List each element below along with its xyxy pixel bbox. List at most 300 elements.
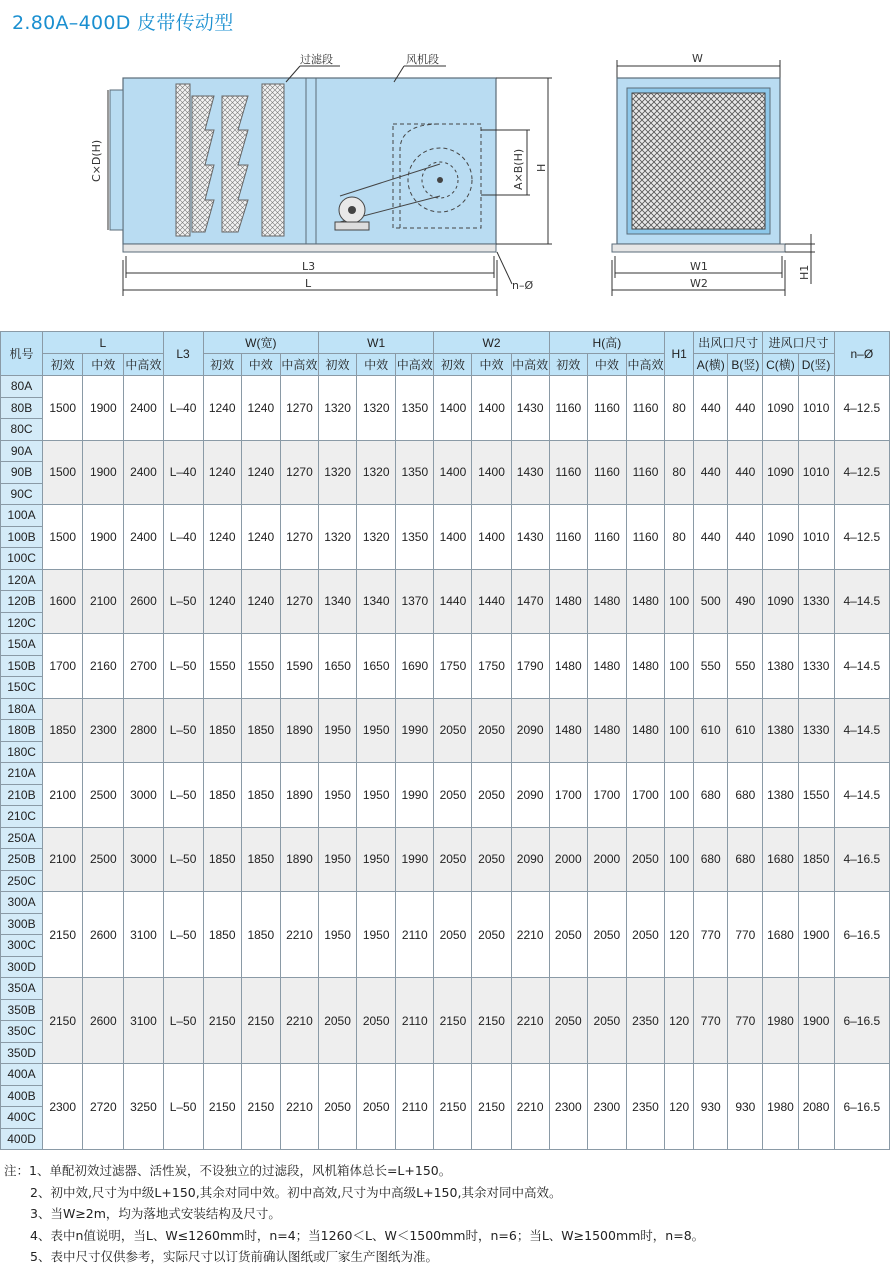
label-w: W bbox=[692, 52, 703, 65]
value-cell: 80 bbox=[665, 505, 694, 570]
value-cell: 1480 bbox=[549, 698, 587, 763]
value-cell: 1850 bbox=[798, 827, 834, 892]
value-cell: 120 bbox=[665, 1064, 694, 1150]
value-cell: 2050 bbox=[472, 698, 511, 763]
value-cell: L–50 bbox=[163, 827, 203, 892]
value-cell: 2600 bbox=[83, 978, 124, 1064]
value-cell: 120 bbox=[665, 978, 694, 1064]
value-cell: 550 bbox=[728, 634, 763, 699]
value-cell: 1340 bbox=[357, 569, 396, 634]
value-cell: L–50 bbox=[163, 569, 203, 634]
value-cell: 1160 bbox=[587, 505, 626, 570]
model-cell: 120B bbox=[1, 591, 43, 613]
value-cell: 1850 bbox=[203, 892, 241, 978]
front-view bbox=[612, 52, 815, 296]
th-l: L bbox=[43, 332, 163, 354]
value-cell: 1320 bbox=[319, 440, 357, 505]
value-cell: 1320 bbox=[319, 376, 357, 441]
note-line: 5、表中尺寸仅供参考，实际尺寸以订货前确认图纸或厂家生产图纸为准。 bbox=[30, 1249, 438, 1264]
value-cell: 2210 bbox=[511, 978, 549, 1064]
value-cell: 1550 bbox=[241, 634, 280, 699]
note-line: 2、初中效,尺寸为中级L+150,其余对同中效。初中高效,尺寸为中高级L+150,其余对同中高效。 bbox=[30, 1184, 562, 1200]
value-cell: 2110 bbox=[396, 978, 434, 1064]
model-cell: 90A bbox=[1, 440, 43, 462]
value-cell: 1330 bbox=[798, 698, 834, 763]
value-cell: 1650 bbox=[319, 634, 357, 699]
value-cell: 2150 bbox=[203, 978, 241, 1064]
table-row bbox=[1, 440, 890, 462]
table-row bbox=[1, 376, 890, 398]
value-cell: 1480 bbox=[587, 698, 626, 763]
th-c: C(横) bbox=[763, 354, 798, 376]
value-cell: 4–14.5 bbox=[834, 569, 889, 634]
model-cell: 400B bbox=[1, 1085, 43, 1107]
value-cell: 680 bbox=[694, 763, 728, 828]
value-cell: 1320 bbox=[319, 505, 357, 570]
value-cell: 6–16.5 bbox=[834, 978, 889, 1064]
model-cell: 120A bbox=[1, 569, 43, 591]
spec-table-body bbox=[1, 376, 890, 1150]
value-cell: 80 bbox=[665, 440, 694, 505]
value-cell: 490 bbox=[728, 569, 763, 634]
model-cell: 90B bbox=[1, 462, 43, 484]
value-cell: 1160 bbox=[587, 440, 626, 505]
value-cell: 1440 bbox=[472, 569, 511, 634]
value-cell: 2350 bbox=[626, 1064, 664, 1150]
value-cell: 440 bbox=[728, 505, 763, 570]
value-cell: 2350 bbox=[626, 978, 664, 1064]
value-cell: 2050 bbox=[434, 827, 472, 892]
value-cell: 1850 bbox=[241, 892, 280, 978]
value-cell: 1480 bbox=[587, 569, 626, 634]
label-axb: A×B(H) bbox=[512, 148, 525, 190]
value-cell: 440 bbox=[728, 376, 763, 441]
model-cell: 250A bbox=[1, 827, 43, 849]
value-cell: 2050 bbox=[319, 1064, 357, 1150]
th-w1-medhigh: 中高效 bbox=[396, 354, 434, 376]
table-row bbox=[1, 892, 890, 914]
value-cell: 2100 bbox=[43, 827, 83, 892]
model-cell: 350A bbox=[1, 978, 43, 1000]
th-d: D(竖) bbox=[798, 354, 834, 376]
value-cell: 1350 bbox=[396, 376, 434, 441]
value-cell: 1600 bbox=[43, 569, 83, 634]
value-cell: 1700 bbox=[549, 763, 587, 828]
model-cell: 250C bbox=[1, 870, 43, 892]
th-inlet: 进风口尺寸 bbox=[763, 332, 834, 354]
value-cell: 680 bbox=[728, 763, 763, 828]
value-cell: 550 bbox=[694, 634, 728, 699]
value-cell: 2000 bbox=[587, 827, 626, 892]
value-cell: 2050 bbox=[434, 698, 472, 763]
value-cell: 1160 bbox=[626, 440, 664, 505]
value-cell: 1160 bbox=[587, 376, 626, 441]
table-row bbox=[1, 978, 890, 1000]
value-cell: 1240 bbox=[241, 505, 280, 570]
value-cell: 1320 bbox=[357, 440, 396, 505]
value-cell: 1480 bbox=[587, 634, 626, 699]
value-cell: 1090 bbox=[763, 505, 798, 570]
value-cell: 6–16.5 bbox=[834, 892, 889, 978]
value-cell: 2210 bbox=[280, 978, 318, 1064]
value-cell: 1370 bbox=[396, 569, 434, 634]
value-cell: 2090 bbox=[511, 827, 549, 892]
model-cell: 400C bbox=[1, 1107, 43, 1129]
th-l-medhigh: 中高效 bbox=[124, 354, 163, 376]
th-h1: H1 bbox=[665, 332, 694, 376]
value-cell: 2300 bbox=[43, 1064, 83, 1150]
th-h-primary: 初效 bbox=[549, 354, 587, 376]
value-cell: 2150 bbox=[203, 1064, 241, 1150]
value-cell: 2050 bbox=[587, 978, 626, 1064]
value-cell: 2000 bbox=[549, 827, 587, 892]
value-cell: 4–14.5 bbox=[834, 634, 889, 699]
value-cell: 2600 bbox=[83, 892, 124, 978]
model-cell: 400A bbox=[1, 1064, 43, 1086]
value-cell: 1700 bbox=[626, 763, 664, 828]
value-cell: 1430 bbox=[511, 505, 549, 570]
label-l: L bbox=[305, 277, 312, 290]
model-cell: 180C bbox=[1, 741, 43, 763]
value-cell: 3250 bbox=[124, 1064, 163, 1150]
model-cell: 300A bbox=[1, 892, 43, 914]
value-cell: 1350 bbox=[396, 440, 434, 505]
value-cell: 1750 bbox=[472, 634, 511, 699]
value-cell: 1270 bbox=[280, 569, 318, 634]
value-cell: 1270 bbox=[280, 440, 318, 505]
value-cell: 6–16.5 bbox=[834, 1064, 889, 1150]
model-cell: 210B bbox=[1, 784, 43, 806]
value-cell: 2050 bbox=[319, 978, 357, 1064]
value-cell: 1010 bbox=[798, 505, 834, 570]
value-cell: 4–12.5 bbox=[834, 376, 889, 441]
value-cell: 4–14.5 bbox=[834, 698, 889, 763]
value-cell: 1890 bbox=[280, 827, 318, 892]
th-w1-primary: 初效 bbox=[319, 354, 357, 376]
value-cell: 100 bbox=[665, 698, 694, 763]
value-cell: 100 bbox=[665, 634, 694, 699]
th-l-primary: 初效 bbox=[43, 354, 83, 376]
value-cell: 2150 bbox=[241, 1064, 280, 1150]
spec-table bbox=[0, 331, 890, 1150]
model-cell: 300B bbox=[1, 913, 43, 935]
table-row bbox=[1, 763, 890, 785]
technical-drawing bbox=[0, 40, 890, 302]
note-line: 4、表中n值说明，当L、W≤1260mm时，n=4；当1260＜L、W＜1500mm时，n=6；当L、W≥1500mm时，n=8。 bbox=[30, 1227, 705, 1243]
value-cell: 2300 bbox=[83, 698, 124, 763]
value-cell: 1160 bbox=[549, 505, 587, 570]
value-cell: 2050 bbox=[357, 978, 396, 1064]
value-cell: 1400 bbox=[434, 440, 472, 505]
value-cell: 1950 bbox=[319, 892, 357, 978]
value-cell: 1400 bbox=[434, 376, 472, 441]
value-cell: L–50 bbox=[163, 698, 203, 763]
model-cell: 300C bbox=[1, 935, 43, 957]
th-w-primary: 初效 bbox=[203, 354, 241, 376]
value-cell: 930 bbox=[728, 1064, 763, 1150]
label-fan-section: 风机段 bbox=[406, 53, 439, 66]
value-cell: 1340 bbox=[319, 569, 357, 634]
value-cell: 1480 bbox=[626, 634, 664, 699]
value-cell: 4–16.5 bbox=[834, 827, 889, 892]
value-cell: 2800 bbox=[124, 698, 163, 763]
value-cell: 1850 bbox=[241, 763, 280, 828]
value-cell: 1240 bbox=[203, 569, 241, 634]
value-cell: L–50 bbox=[163, 892, 203, 978]
value-cell: 1850 bbox=[203, 698, 241, 763]
value-cell: 2050 bbox=[626, 892, 664, 978]
value-cell: 1090 bbox=[763, 569, 798, 634]
table-row bbox=[1, 634, 890, 656]
value-cell: 770 bbox=[728, 892, 763, 978]
value-cell: 80 bbox=[665, 376, 694, 441]
value-cell: 1950 bbox=[357, 827, 396, 892]
value-cell: 1700 bbox=[43, 634, 83, 699]
value-cell: 2600 bbox=[124, 569, 163, 634]
value-cell: 1330 bbox=[798, 634, 834, 699]
value-cell: 2050 bbox=[472, 763, 511, 828]
value-cell: 440 bbox=[728, 440, 763, 505]
value-cell: 2050 bbox=[549, 892, 587, 978]
value-cell: L–40 bbox=[163, 376, 203, 441]
model-cell: 350B bbox=[1, 999, 43, 1021]
value-cell: 1010 bbox=[798, 440, 834, 505]
value-cell: 2150 bbox=[434, 978, 472, 1064]
value-cell: 120 bbox=[665, 892, 694, 978]
value-cell: 1160 bbox=[626, 505, 664, 570]
value-cell: 440 bbox=[694, 505, 728, 570]
value-cell: 2400 bbox=[124, 440, 163, 505]
value-cell: 100 bbox=[665, 827, 694, 892]
value-cell: 1270 bbox=[280, 505, 318, 570]
value-cell: 1550 bbox=[798, 763, 834, 828]
value-cell: 500 bbox=[694, 569, 728, 634]
value-cell: 2150 bbox=[43, 978, 83, 1064]
th-outlet: 出风口尺寸 bbox=[694, 332, 763, 354]
value-cell: 3100 bbox=[124, 978, 163, 1064]
value-cell: 2150 bbox=[434, 1064, 472, 1150]
label-cxd: C×D(H) bbox=[90, 139, 103, 182]
value-cell: 2100 bbox=[83, 569, 124, 634]
th-h: H(高) bbox=[549, 332, 664, 354]
value-cell: 3000 bbox=[124, 827, 163, 892]
value-cell: 2300 bbox=[549, 1064, 587, 1150]
model-cell: 400D bbox=[1, 1128, 43, 1150]
value-cell: 2110 bbox=[396, 1064, 434, 1150]
value-cell: 1680 bbox=[763, 892, 798, 978]
value-cell: 1850 bbox=[203, 763, 241, 828]
value-cell: L–50 bbox=[163, 1064, 203, 1150]
value-cell: 1330 bbox=[798, 569, 834, 634]
note-line: 注：1、单配初效过滤器、活性炭，不设独立的过滤段，风机箱体总长=L+150。 bbox=[4, 1163, 452, 1178]
value-cell: 1400 bbox=[434, 505, 472, 570]
model-cell: 120C bbox=[1, 612, 43, 634]
value-cell: 1990 bbox=[396, 827, 434, 892]
value-cell: 2210 bbox=[280, 892, 318, 978]
model-cell: 210A bbox=[1, 763, 43, 785]
value-cell: 4–12.5 bbox=[834, 505, 889, 570]
value-cell: 2400 bbox=[124, 505, 163, 570]
value-cell: 1980 bbox=[763, 1064, 798, 1150]
value-cell: 1980 bbox=[763, 978, 798, 1064]
value-cell: 2150 bbox=[472, 978, 511, 1064]
th-w2-primary: 初效 bbox=[434, 354, 472, 376]
value-cell: 100 bbox=[665, 569, 694, 634]
th-b: B(竖) bbox=[728, 354, 763, 376]
value-cell: L–40 bbox=[163, 505, 203, 570]
value-cell: 1270 bbox=[280, 376, 318, 441]
th-w-medhigh: 中高效 bbox=[280, 354, 318, 376]
model-cell: 100A bbox=[1, 505, 43, 527]
value-cell: 1480 bbox=[549, 569, 587, 634]
th-model: 机号 bbox=[1, 332, 43, 376]
value-cell: 2050 bbox=[472, 892, 511, 978]
th-h-medhigh: 中高效 bbox=[626, 354, 664, 376]
value-cell: L–50 bbox=[163, 634, 203, 699]
value-cell: 770 bbox=[728, 978, 763, 1064]
value-cell: L–40 bbox=[163, 440, 203, 505]
label-w1: W1 bbox=[690, 260, 708, 273]
value-cell: 2150 bbox=[472, 1064, 511, 1150]
value-cell: 1400 bbox=[472, 376, 511, 441]
value-cell: 2100 bbox=[43, 763, 83, 828]
value-cell: 2050 bbox=[472, 827, 511, 892]
table-row bbox=[1, 827, 890, 849]
model-cell: 80B bbox=[1, 397, 43, 419]
table-row bbox=[1, 505, 890, 527]
value-cell: 2150 bbox=[43, 892, 83, 978]
value-cell: 2050 bbox=[626, 827, 664, 892]
label-w2: W2 bbox=[690, 277, 708, 290]
value-cell: 1430 bbox=[511, 376, 549, 441]
value-cell: 1160 bbox=[626, 376, 664, 441]
value-cell: 770 bbox=[694, 978, 728, 1064]
value-cell: 1850 bbox=[241, 827, 280, 892]
value-cell: 1240 bbox=[203, 376, 241, 441]
th-w2-medhigh: 中高效 bbox=[511, 354, 549, 376]
value-cell: 1790 bbox=[511, 634, 549, 699]
value-cell: 1480 bbox=[626, 569, 664, 634]
model-cell: 250B bbox=[1, 849, 43, 871]
value-cell: 1380 bbox=[763, 634, 798, 699]
model-cell: 150B bbox=[1, 655, 43, 677]
value-cell: 1090 bbox=[763, 376, 798, 441]
value-cell: 2160 bbox=[83, 634, 124, 699]
value-cell: 1010 bbox=[798, 376, 834, 441]
model-cell: 150C bbox=[1, 677, 43, 699]
th-w: W(宽) bbox=[203, 332, 318, 354]
label-l3: L3 bbox=[302, 260, 316, 273]
value-cell: 1240 bbox=[241, 376, 280, 441]
th-w1: W1 bbox=[319, 332, 434, 354]
value-cell: 1380 bbox=[763, 698, 798, 763]
value-cell: 1900 bbox=[83, 376, 124, 441]
table-row bbox=[1, 1064, 890, 1086]
value-cell: 2210 bbox=[511, 1064, 549, 1150]
value-cell: 1090 bbox=[763, 440, 798, 505]
value-cell: 1400 bbox=[472, 440, 511, 505]
value-cell: 1950 bbox=[357, 892, 396, 978]
model-cell: 350D bbox=[1, 1042, 43, 1064]
value-cell: 2500 bbox=[83, 763, 124, 828]
th-l-medium: 中效 bbox=[83, 354, 124, 376]
value-cell: 2050 bbox=[549, 978, 587, 1064]
value-cell: 1160 bbox=[549, 376, 587, 441]
value-cell: 2210 bbox=[280, 1064, 318, 1150]
th-l3: L3 bbox=[163, 332, 203, 376]
value-cell: 2050 bbox=[434, 763, 472, 828]
model-cell: 90C bbox=[1, 483, 43, 505]
label-h1: H1 bbox=[798, 264, 811, 280]
table-row bbox=[1, 698, 890, 720]
model-cell: 80A bbox=[1, 376, 43, 398]
th-w-medium: 中效 bbox=[241, 354, 280, 376]
value-cell: 1400 bbox=[472, 505, 511, 570]
value-cell: 1470 bbox=[511, 569, 549, 634]
value-cell: 2400 bbox=[124, 376, 163, 441]
th-nphi: n–Ø bbox=[834, 332, 889, 376]
value-cell: 1990 bbox=[396, 698, 434, 763]
value-cell: 680 bbox=[728, 827, 763, 892]
value-cell: 1550 bbox=[203, 634, 241, 699]
model-cell: 180B bbox=[1, 720, 43, 742]
th-h-medium: 中效 bbox=[587, 354, 626, 376]
th-w1-medium: 中效 bbox=[357, 354, 396, 376]
value-cell: 100 bbox=[665, 763, 694, 828]
value-cell: 2050 bbox=[587, 892, 626, 978]
th-a: A(横) bbox=[694, 354, 728, 376]
value-cell: 1380 bbox=[763, 763, 798, 828]
value-cell: 2080 bbox=[798, 1064, 834, 1150]
value-cell: 1900 bbox=[83, 505, 124, 570]
value-cell: 1500 bbox=[43, 440, 83, 505]
value-cell: 3100 bbox=[124, 892, 163, 978]
th-w2: W2 bbox=[434, 332, 549, 354]
value-cell: 2700 bbox=[124, 634, 163, 699]
model-cell: 100C bbox=[1, 548, 43, 570]
value-cell: 4–12.5 bbox=[834, 440, 889, 505]
value-cell: 1680 bbox=[763, 827, 798, 892]
value-cell: L–50 bbox=[163, 978, 203, 1064]
value-cell: 770 bbox=[694, 892, 728, 978]
value-cell: 1240 bbox=[203, 440, 241, 505]
value-cell: 1890 bbox=[280, 763, 318, 828]
value-cell: 1240 bbox=[241, 440, 280, 505]
value-cell: 930 bbox=[694, 1064, 728, 1150]
value-cell: 1950 bbox=[319, 763, 357, 828]
value-cell: 1850 bbox=[43, 698, 83, 763]
page-title: 2.80A–400D 皮带传动型 bbox=[12, 12, 234, 34]
value-cell: 1350 bbox=[396, 505, 434, 570]
model-cell: 210C bbox=[1, 806, 43, 828]
value-cell: 2720 bbox=[83, 1064, 124, 1150]
value-cell: 1690 bbox=[396, 634, 434, 699]
table-row bbox=[1, 569, 890, 591]
value-cell: 1500 bbox=[43, 505, 83, 570]
value-cell: 2050 bbox=[357, 1064, 396, 1150]
value-cell: 1430 bbox=[511, 440, 549, 505]
model-cell: 350C bbox=[1, 1021, 43, 1043]
value-cell: 1320 bbox=[357, 376, 396, 441]
value-cell: 610 bbox=[728, 698, 763, 763]
value-cell: 680 bbox=[694, 827, 728, 892]
value-cell: 440 bbox=[694, 440, 728, 505]
value-cell: 1480 bbox=[549, 634, 587, 699]
value-cell: 610 bbox=[694, 698, 728, 763]
value-cell: 1160 bbox=[549, 440, 587, 505]
value-cell: 1900 bbox=[798, 978, 834, 1064]
value-cell: 1990 bbox=[396, 763, 434, 828]
